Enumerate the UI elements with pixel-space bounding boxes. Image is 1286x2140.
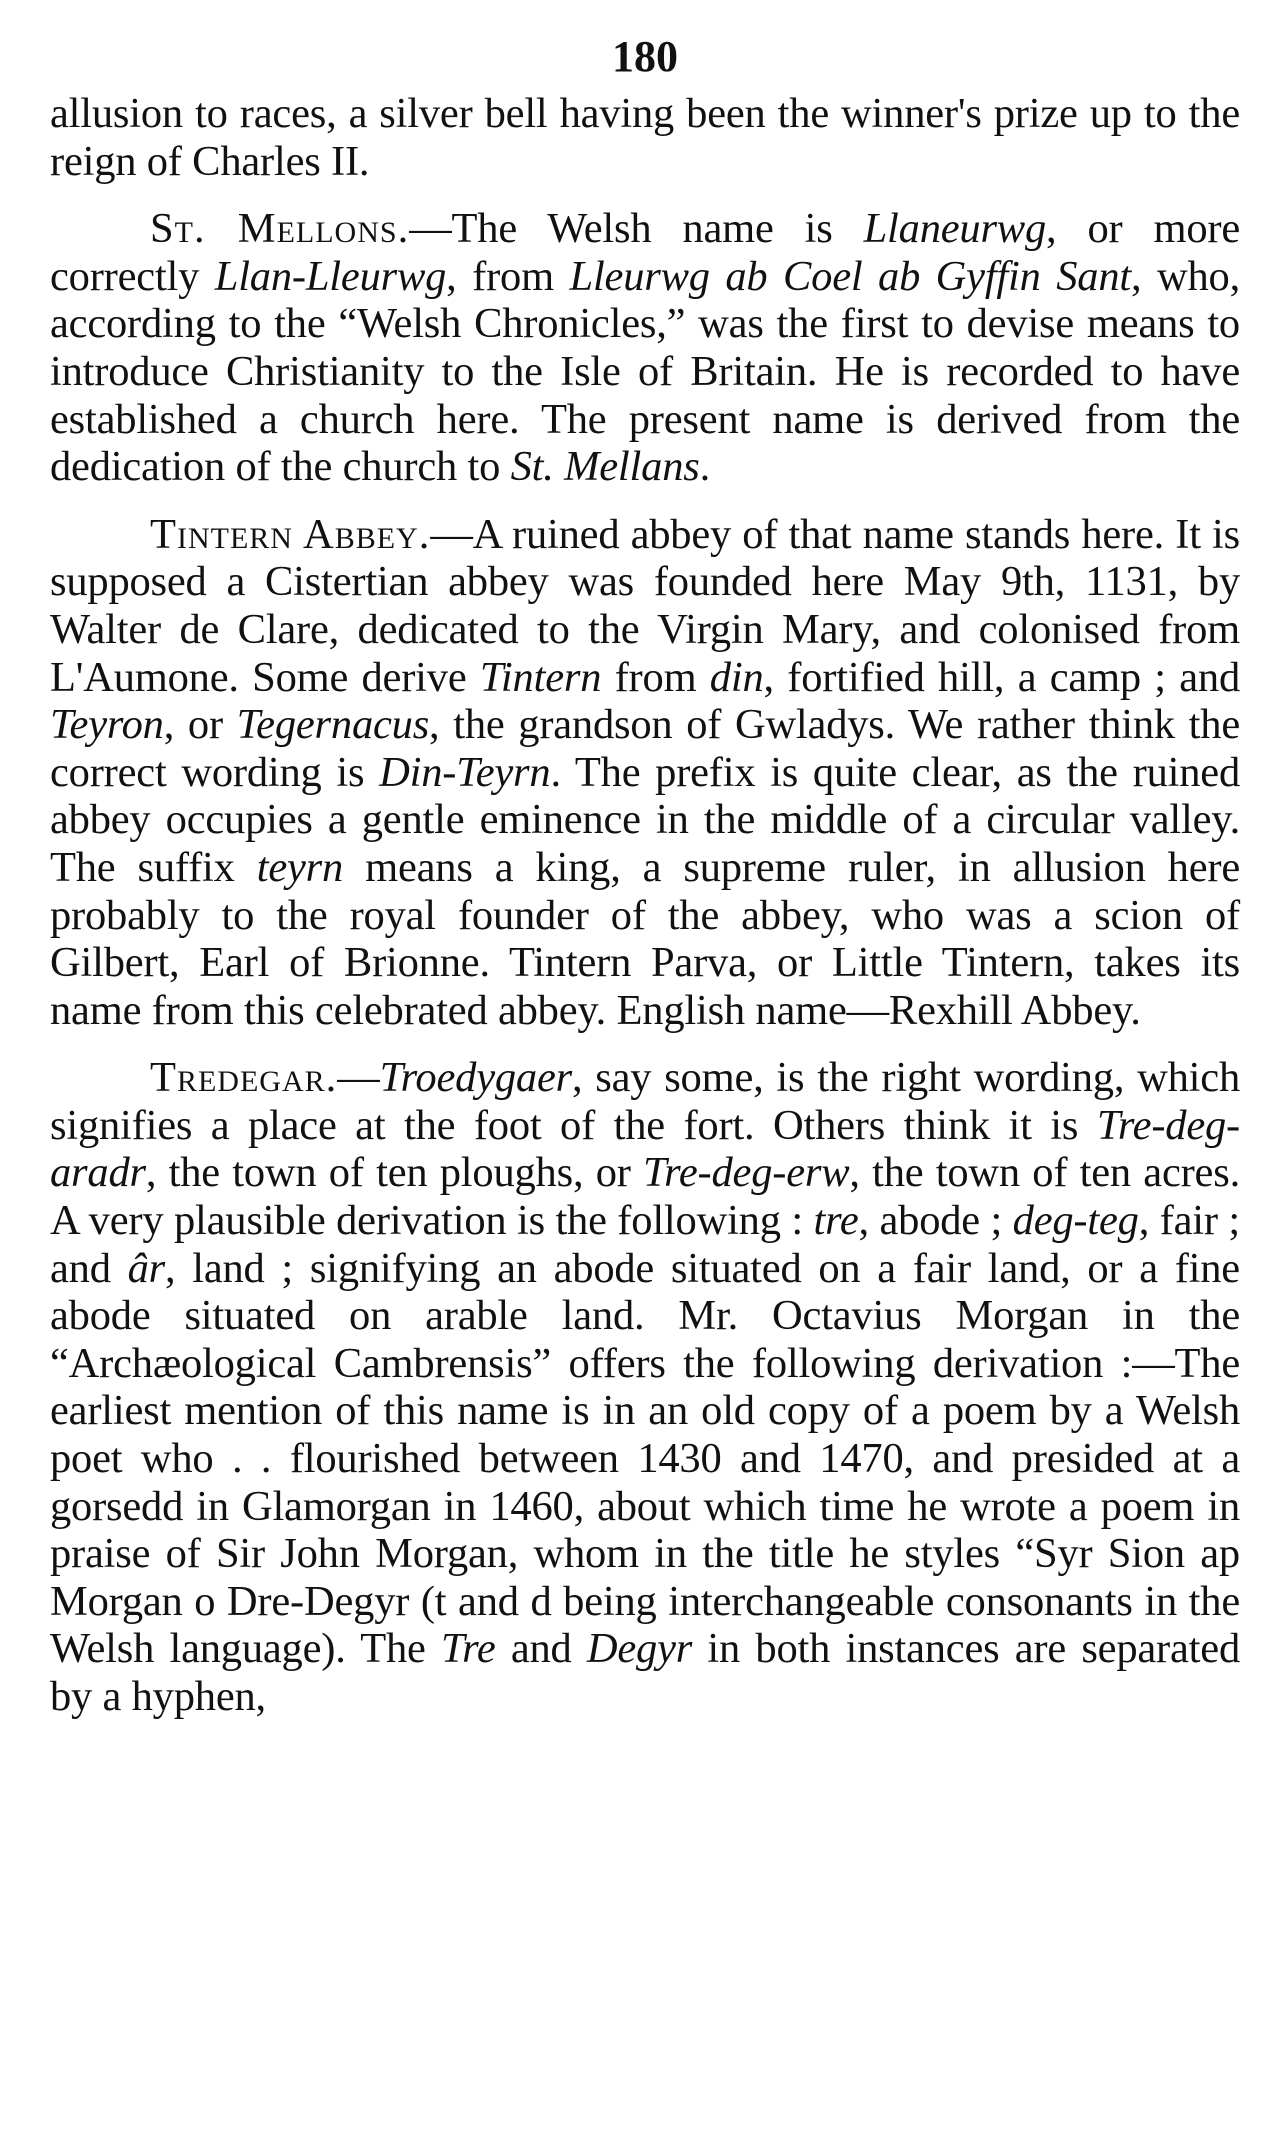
text-run: — [337, 1054, 380, 1102]
italic-term: Llan-Lleurwg [214, 252, 447, 300]
text-run: —The Welsh name is [409, 205, 864, 253]
italic-term: Tre [440, 1625, 496, 1673]
text-run: , land ; signifying an abode situated on a fair land, or a fine abode situated on arable land. Mr. Octavius Morgan in the “Archæological Cambrensis” offers the following derivation :—The earliest mention of this name is in an old copy of a poem by a Welsh poet who . . flourished between 1430 and 1470, and presided at a gorsedd in Glamorgan in 1460, about which time he wrote a poem in praise of Sir John Morgan, whom in the title he styles “Syr Sion ap Morgan o Dre-Degyr (t and d being interchangeable consonants in the Welsh language). The [50, 1244, 1240, 1673]
italic-term: âr [127, 1244, 165, 1292]
italic-term: Tegernacus [236, 701, 430, 749]
italic-term: deg-teg [1012, 1197, 1139, 1245]
italic-term: Teyron [50, 701, 164, 749]
italic-term: Lleurwg ab Coel ab Gyffin Sant [569, 252, 1131, 300]
text-run: , from [446, 252, 570, 300]
page-number: 180 [612, 32, 678, 81]
italic-term: Degyr [586, 1625, 693, 1673]
text-run: , or [163, 701, 237, 749]
text-run: and [495, 1625, 587, 1673]
italic-term: St. Mellans [510, 443, 700, 491]
text-run: from [601, 653, 710, 701]
text-run: , or more correctly [50, 205, 1240, 300]
text-run: . The prefix is quite clear, as the ruined abbey occupies a gentle eminence in the middle of a circular valley. The suffix [50, 748, 1240, 891]
italic-term: teyrn [256, 843, 344, 891]
text-run: , the town of ten acres. A very plausible derivation is the following : [50, 1149, 1240, 1245]
text-run: means a king, a supreme ruler, in allusion here probably to the royal founder of the abbey, who was a scion of Gilbert, Earl of Brionne. Tintern Parva, or Little Tintern, takes its name from this celebrated abbey. English name—Rexhill Abbey. [50, 843, 1241, 1034]
italic-term: Tre-deg-erw [643, 1149, 850, 1197]
text-run: , fortified hill, a camp ; and [763, 653, 1241, 701]
entry-heading: Tredegar. [150, 1054, 338, 1102]
paragraph-continuation [50, 90, 1240, 185]
text-run: in both instances are separated by a hyphen, [50, 1625, 1240, 1720]
text-run: , the grandson of Gwladys. We rather think the correct wording is [50, 701, 1240, 796]
book-page [50, 0, 1240, 1721]
text-run: , the town of ten ploughs, or [145, 1149, 644, 1197]
entry-heading: St. Mellons. [150, 205, 410, 253]
italic-term: Llaneurwg [863, 205, 1047, 253]
italic-term: din [709, 653, 764, 701]
text-run: —A ruined abbey of that name stands here. It is supposed a Cistertian abbey was founded here May 9th, 1131, by Walter de Clare, dedicated to the Virgin Mary, and colonised from L'Aumone. Some derive [50, 510, 1240, 701]
text-run: , say some, is the right wording, which signifies a place at the foot of the fort. Others think it is [50, 1054, 1240, 1149]
text-run: . [699, 443, 711, 491]
italic-term: Din-Teyrn [379, 748, 551, 796]
italic-term: Tintern [479, 653, 602, 701]
italic-term: Troedygaer [379, 1054, 572, 1102]
entry-heading: Tintern Abbey. [150, 510, 431, 558]
entry-st-mellons [50, 205, 1240, 491]
entry-tredegar [50, 1054, 1240, 1720]
italic-term: tre [813, 1197, 859, 1245]
entry-tintern-abbey [50, 511, 1240, 1035]
text-run: , who, according to the “Welsh Chronicles,” was the first to devise means to introduce Christianity to the Isle of Britain. He is recorded to have established a church here. The present name is derived from the dedication of the church to [50, 252, 1240, 491]
text-run: , fair ; and [50, 1197, 1240, 1292]
italic-term: Tre-deg-aradr [50, 1101, 1240, 1197]
paragraph-text: allusion to races, a silver bell having been the winner's prize up to the reign of Charles II. [50, 90, 1240, 185]
text-run: , abode ; [858, 1197, 1013, 1245]
